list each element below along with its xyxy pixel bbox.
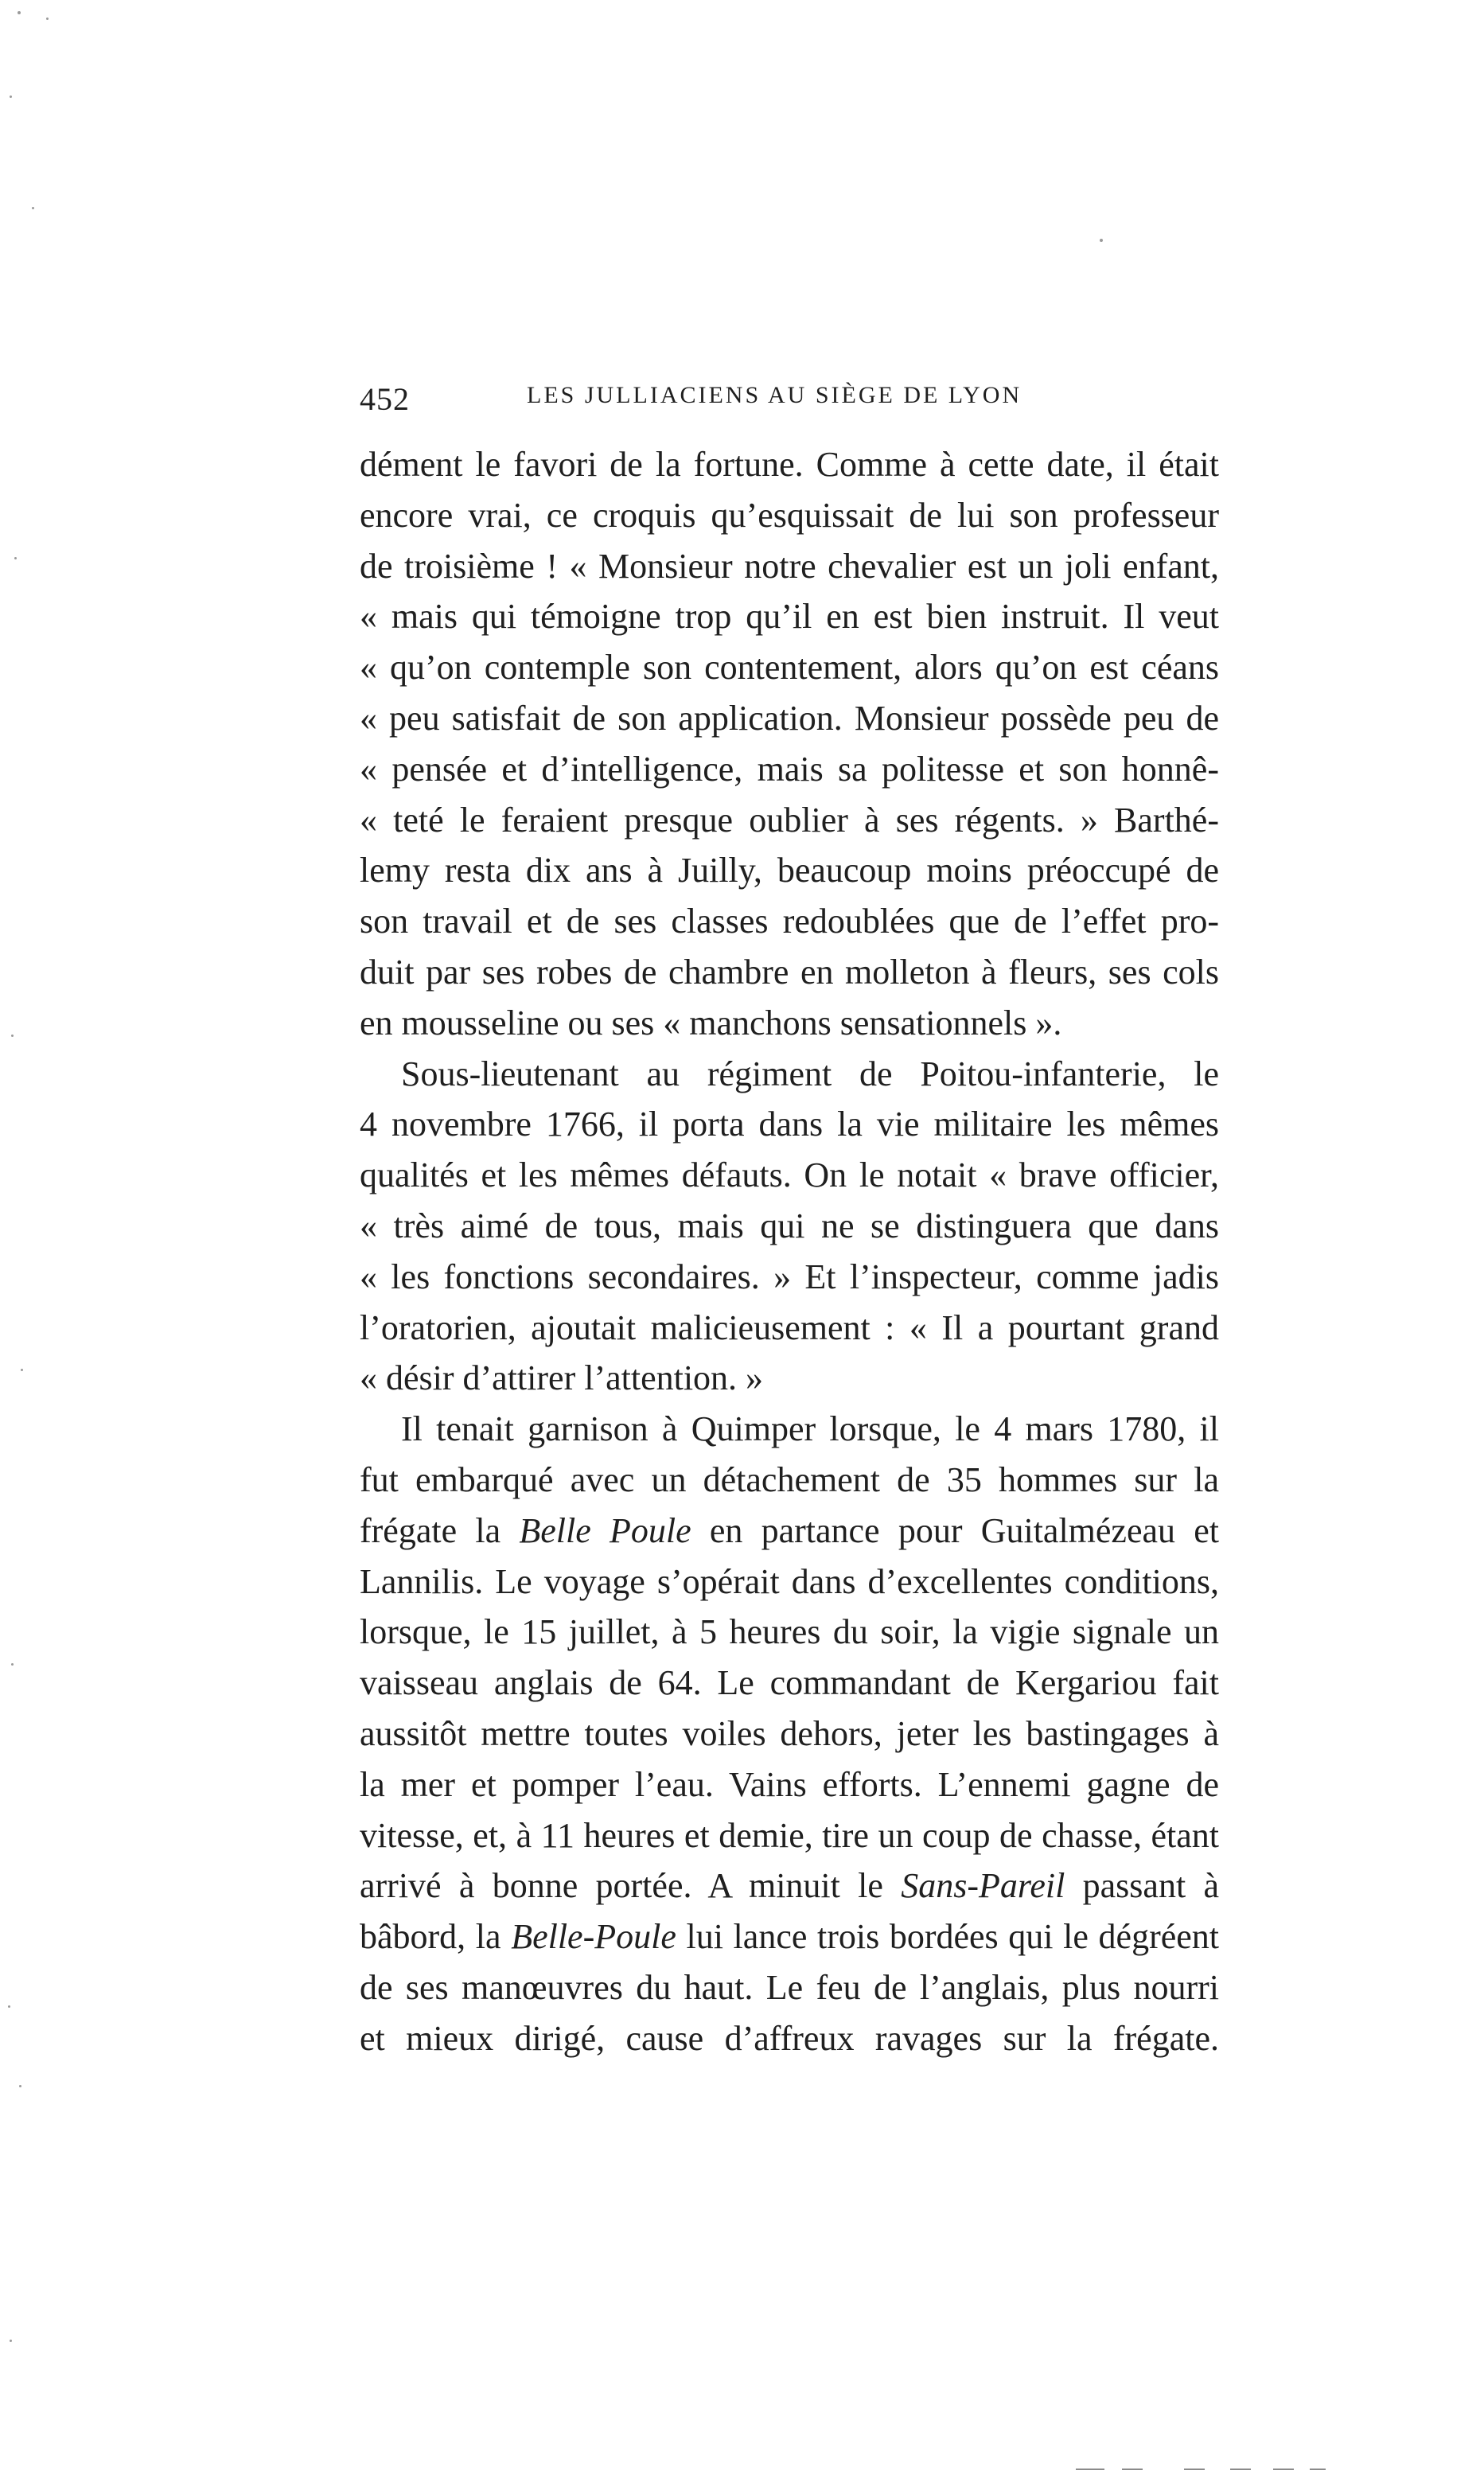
text-fragment: bâbord, la bbox=[360, 1917, 512, 1957]
text-line: vaisseau anglais de 64. Le commandant de Kergariou fait bbox=[360, 1663, 1219, 1703]
text-line-with-ship-name bbox=[360, 1911, 1219, 1962]
text-line: duit par ses robes de chambre en molleton à fleurs, ses cols bbox=[360, 952, 1219, 992]
scan-speck bbox=[21, 1369, 23, 1371]
text-line: Il tenait garnison à Quimper lorsque, le 4 mars 1780, il bbox=[401, 1409, 1219, 1449]
scan-dash bbox=[1310, 2469, 1326, 2470]
text-line: « mais qui témoigne trop qu’il en est bien instruit. Il veut bbox=[360, 597, 1219, 637]
text-fragment: en partance pour Guitalmézeau et bbox=[691, 1510, 1220, 1550]
scan-speck bbox=[14, 557, 17, 559]
text-line: lemy resta dix ans à Juilly, beaucoup moins préoccupé de bbox=[360, 851, 1219, 890]
scan-speck bbox=[10, 95, 12, 98]
scan-dash bbox=[1273, 2469, 1294, 2470]
scan-speck bbox=[18, 11, 21, 14]
scan-speck bbox=[32, 207, 34, 209]
text-line: son travail et de ses classes redoublées que de l’effet pro- bbox=[360, 902, 1219, 941]
body-text bbox=[360, 439, 1219, 2064]
page-number: 452 bbox=[360, 381, 410, 417]
scan-dash bbox=[1122, 2469, 1143, 2470]
scan-speck bbox=[10, 2340, 12, 2342]
scan-speck bbox=[46, 18, 49, 20]
text-fragment: frégate la bbox=[360, 1510, 520, 1550]
text-line: la mer et pomper l’eau. Vains efforts. L’ennemi gagne de bbox=[360, 1764, 1219, 1804]
text-line: « les fonctions secondaires. » Et l’inspecteur, comme jadis bbox=[360, 1257, 1219, 1296]
text-line: dément le favori de la fortune. Comme à cette date, il était bbox=[360, 445, 1219, 484]
scan-speck bbox=[1100, 239, 1103, 242]
page-header bbox=[360, 380, 1251, 428]
scan-dash bbox=[1076, 2469, 1104, 2470]
text-fragment: lui lance trois bordées qui le dégréent bbox=[676, 1917, 1219, 1957]
text-line: l’oratorien, ajoutait malicieusement : « Il a pourtant grand bbox=[360, 1307, 1219, 1347]
text-line: de troisième ! « Monsieur notre chevalier est un joli enfant, bbox=[360, 546, 1219, 586]
ship-name: Sans-Pareil bbox=[901, 1866, 1065, 1906]
scan-speck bbox=[11, 1663, 14, 1666]
ship-name: Belle-Poule bbox=[511, 1917, 676, 1957]
scan-speck bbox=[11, 1035, 14, 1037]
text-line: « qu’on contemple son contentement, alors qu’on est céans bbox=[360, 648, 1219, 688]
scan-speck bbox=[8, 2005, 10, 2008]
scan-dash bbox=[1230, 2469, 1251, 2470]
text-fragment: arrivé à bonne portée. A minuit le bbox=[360, 1866, 902, 1906]
text-line: vitesse, et, à 11 heures et demie, tire un coup de chasse, étant bbox=[360, 1815, 1219, 1855]
text-line: fut embarqué avec un détachement de 35 hommes sur la bbox=[360, 1459, 1219, 1499]
text-line: lorsque, le 15 juillet, à 5 heures du soir, la vigie signale un bbox=[360, 1612, 1219, 1652]
running-title: LES JULLIACIENS AU SIÈGE DE LYON bbox=[527, 382, 1022, 408]
text-line: 4 novembre 1766, il porta dans la vie militaire les mêmes bbox=[360, 1105, 1219, 1144]
scan-speck bbox=[19, 2085, 21, 2087]
text-line: « pensée et d’intelligence, mais sa politesse et son honnê- bbox=[360, 749, 1219, 789]
text-line: de ses manœuvres du haut. Le feu de l’anglais, plus nourri bbox=[360, 1967, 1219, 2007]
text-line-with-ship-name bbox=[360, 1506, 1219, 1557]
text-line: encore vrai, ce croquis qu’esquissait de lui son professeur bbox=[360, 495, 1219, 535]
ship-name: Belle Poule bbox=[519, 1510, 691, 1550]
text-line: « très aimé de tous, mais qui ne se distinguera que dans bbox=[360, 1206, 1219, 1245]
text-line: en mousseline ou ses « manchons sensationnels ». bbox=[360, 1003, 1062, 1042]
text-line: qualités et les mêmes défauts. On le notait « brave officier, bbox=[360, 1155, 1219, 1195]
text-fragment: passant à bbox=[1065, 1866, 1220, 1906]
text-line: Lannilis. Le voyage s’opérait dans d’excellentes conditions, bbox=[360, 1561, 1219, 1601]
text-line-with-ship-name bbox=[360, 1861, 1219, 1911]
text-line: Sous-lieutenant au régiment de Poitou-infanterie, le bbox=[401, 1054, 1219, 1093]
text-line: « peu satisfait de son application. Monsieur possède peu de bbox=[360, 698, 1219, 738]
text-line: aussitôt mettre toutes voiles dehors, jeter les bastingages à bbox=[360, 1713, 1219, 1753]
scan-dash bbox=[1184, 2469, 1205, 2470]
text-line: « teté le feraient presque oublier à ses régents. » Barthé- bbox=[360, 800, 1219, 840]
text-line: « désir d’attirer l’attention. » bbox=[360, 1358, 764, 1398]
text-line: et mieux dirigé, cause d’affreux ravages sur la frégate. bbox=[360, 2018, 1219, 2058]
